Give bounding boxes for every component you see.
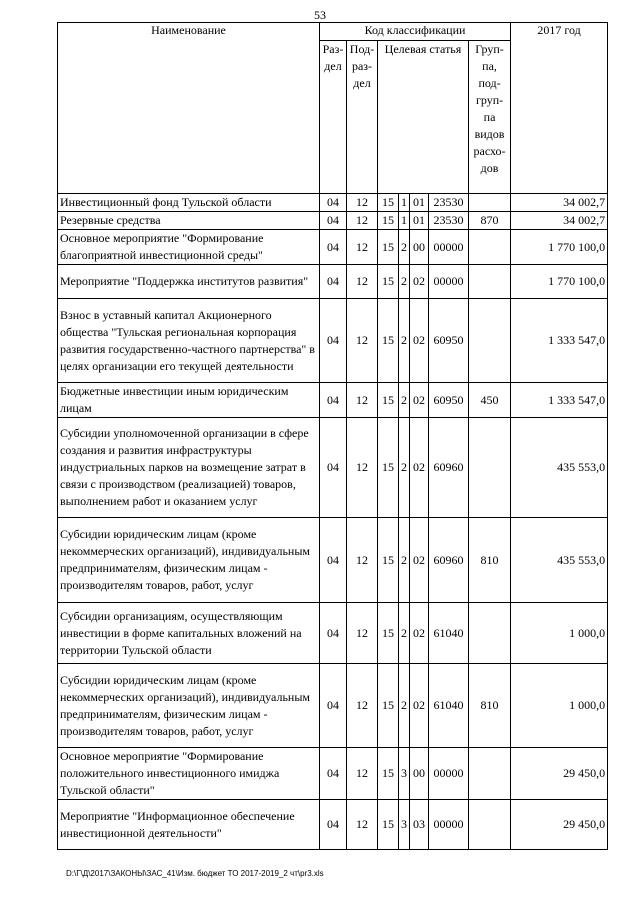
- row-podrazdel: 12: [347, 748, 378, 800]
- row-subprogram: 1: [399, 212, 410, 230]
- row-amount: 1 333 547,0: [511, 299, 608, 383]
- row-subprogram: 2: [399, 518, 410, 603]
- row-amount: 435 553,0: [511, 518, 608, 603]
- row-name: Субсидии юридическим лицам (кроме некоммерческих организаций), индивидуальным предпринимателям, физическим лицам - производителям товаров, работ, услуг: [58, 664, 320, 748]
- row-amount: 1 770 100,0: [511, 265, 608, 299]
- row-podrazdel: 12: [347, 265, 378, 299]
- row-program: 15: [378, 800, 399, 850]
- row-program: 15: [378, 299, 399, 383]
- row-expense-type: 810: [469, 664, 511, 748]
- header-name: Наименование: [58, 23, 320, 194]
- row-subprogram: 2: [399, 664, 410, 748]
- table-row: [58, 418, 608, 518]
- row-expense-type: [469, 748, 511, 800]
- row-amount: 1 333 547,0: [511, 383, 608, 418]
- row-program: 15: [378, 748, 399, 800]
- row-name: Резервные средства: [58, 212, 320, 230]
- row-razdel: 04: [320, 418, 347, 518]
- row-direction: 00000: [429, 230, 469, 265]
- row-podrazdel: 12: [347, 664, 378, 748]
- row-podrazdel: 12: [347, 299, 378, 383]
- row-podrazdel: 12: [347, 603, 378, 664]
- row-name: Инвестиционный фонд Тульской области: [58, 194, 320, 212]
- row-expense-type: 870: [469, 212, 511, 230]
- table-row: [58, 800, 608, 850]
- page-number: 53: [314, 8, 326, 22]
- row-name: Мероприятие "Информационное обеспечение инвестиционной деятельности": [58, 800, 320, 850]
- row-expense-type: [469, 194, 511, 212]
- row-program: 15: [378, 518, 399, 603]
- row-expense-type: [469, 800, 511, 850]
- table-row: [58, 299, 608, 383]
- row-subprogram: 1: [399, 194, 410, 212]
- row-event: 02: [410, 299, 429, 383]
- row-razdel: 04: [320, 383, 347, 418]
- row-event: 02: [410, 383, 429, 418]
- row-name: Субсидии организациям, осуществляющим инвестиции в форме капитальных вложений на территории Тульской области: [58, 603, 320, 664]
- row-program: 15: [378, 418, 399, 518]
- row-razdel: 04: [320, 194, 347, 212]
- budget-table: [57, 22, 608, 850]
- table-body: [58, 194, 608, 850]
- row-expense-type: [469, 230, 511, 265]
- header-section: Раз- дел: [320, 41, 347, 194]
- row-name: Субсидии уполномоченной организации в сфере создания и развития инфраструктуры индустриальных парков на возмещение затрат в связи с производством (реализацией) товаров, выполнением работ и оказанием услуг: [58, 418, 320, 518]
- row-podrazdel: 12: [347, 418, 378, 518]
- row-event: 00: [410, 748, 429, 800]
- table-row: [58, 212, 608, 230]
- row-amount: 435 553,0: [511, 418, 608, 518]
- row-razdel: 04: [320, 518, 347, 603]
- row-razdel: 04: [320, 265, 347, 299]
- row-event: 00: [410, 230, 429, 265]
- table-row: [58, 518, 608, 603]
- row-podrazdel: 12: [347, 230, 378, 265]
- row-name: Основное мероприятие "Формирование благоприятной инвестиционной среды": [58, 230, 320, 265]
- row-amount: 34 002,7: [511, 212, 608, 230]
- row-name: Мероприятие "Поддержка институтов развития": [58, 265, 320, 299]
- row-program: 15: [378, 383, 399, 418]
- row-program: 15: [378, 603, 399, 664]
- row-expense-type: [469, 265, 511, 299]
- row-amount: 1 000,0: [511, 603, 608, 664]
- row-amount: 29 450,0: [511, 748, 608, 800]
- row-direction: 61040: [429, 664, 469, 748]
- row-name: Взнос в уставный капитал Акционерного общества "Тульская региональная корпорация развития государственно-частного партнерства" в целях организации его текущей деятельности: [58, 299, 320, 383]
- table-row: [58, 748, 608, 800]
- header-year: 2017 год: [511, 23, 608, 194]
- table-row: [58, 603, 608, 664]
- row-subprogram: 3: [399, 748, 410, 800]
- table-row: [58, 194, 608, 212]
- row-program: 15: [378, 664, 399, 748]
- row-amount: 29 450,0: [511, 800, 608, 850]
- table-row: [58, 265, 608, 299]
- row-amount: 1 770 100,0: [511, 230, 608, 265]
- row-razdel: 04: [320, 800, 347, 850]
- row-razdel: 04: [320, 299, 347, 383]
- row-event: 03: [410, 800, 429, 850]
- row-subprogram: 2: [399, 383, 410, 418]
- row-subprogram: 3: [399, 800, 410, 850]
- row-name: Бюджетные инвестиции иным юридическим лицам: [58, 383, 320, 418]
- row-event: 01: [410, 194, 429, 212]
- row-podrazdel: 12: [347, 383, 378, 418]
- row-subprogram: 2: [399, 603, 410, 664]
- row-event: 02: [410, 664, 429, 748]
- header-expense-group: Груп- па, под- груп- па видов расхо- дов: [469, 41, 511, 194]
- header-subsection: Под- раз- дел: [347, 41, 378, 194]
- row-razdel: 04: [320, 212, 347, 230]
- row-subprogram: 2: [399, 230, 410, 265]
- row-direction: 23530: [429, 212, 469, 230]
- row-podrazdel: 12: [347, 518, 378, 603]
- row-event: 02: [410, 418, 429, 518]
- row-podrazdel: 12: [347, 800, 378, 850]
- row-subprogram: 2: [399, 265, 410, 299]
- header-target: Целевая статья: [378, 41, 469, 194]
- row-program: 15: [378, 212, 399, 230]
- row-subprogram: 2: [399, 418, 410, 518]
- row-expense-type: 810: [469, 518, 511, 603]
- row-amount: 1 000,0: [511, 664, 608, 748]
- row-direction: 60960: [429, 518, 469, 603]
- row-razdel: 04: [320, 664, 347, 748]
- row-direction: 23530: [429, 194, 469, 212]
- row-subprogram: 2: [399, 299, 410, 383]
- table-row: [58, 383, 608, 418]
- table-row: [58, 664, 608, 748]
- row-direction: 00000: [429, 800, 469, 850]
- row-expense-type: [469, 299, 511, 383]
- row-direction: 60960: [429, 418, 469, 518]
- row-podrazdel: 12: [347, 212, 378, 230]
- row-expense-type: [469, 418, 511, 518]
- row-direction: 60950: [429, 299, 469, 383]
- row-expense-type: [469, 603, 511, 664]
- row-direction: 00000: [429, 265, 469, 299]
- row-razdel: 04: [320, 603, 347, 664]
- row-direction: 00000: [429, 748, 469, 800]
- row-program: 15: [378, 265, 399, 299]
- table-row: [58, 230, 608, 265]
- row-direction: 60950: [429, 383, 469, 418]
- file-path-footer: D:\Г\Д\2017\ЗАКОНЫ\ЗАС_41\Изм. бюджет ТО 2017-2019_2 чт\pr3.xls: [66, 869, 324, 878]
- row-expense-type: 450: [469, 383, 511, 418]
- row-podrazdel: 12: [347, 194, 378, 212]
- row-name: Субсидии юридическим лицам (кроме некоммерческих организаций), индивидуальным предпринимателям, физическим лицам - производителям товаров, работ, услуг: [58, 518, 320, 603]
- row-program: 15: [378, 194, 399, 212]
- row-event: 02: [410, 603, 429, 664]
- row-event: 01: [410, 212, 429, 230]
- row-amount: 34 002,7: [511, 194, 608, 212]
- row-event: 02: [410, 265, 429, 299]
- row-direction: 61040: [429, 603, 469, 664]
- row-razdel: 04: [320, 748, 347, 800]
- row-event: 02: [410, 518, 429, 603]
- row-program: 15: [378, 230, 399, 265]
- header-code-group: Код классификации: [320, 23, 511, 41]
- row-razdel: 04: [320, 230, 347, 265]
- row-name: Основное мероприятие "Формирование положительного инвестиционного имиджа Тульской области": [58, 748, 320, 800]
